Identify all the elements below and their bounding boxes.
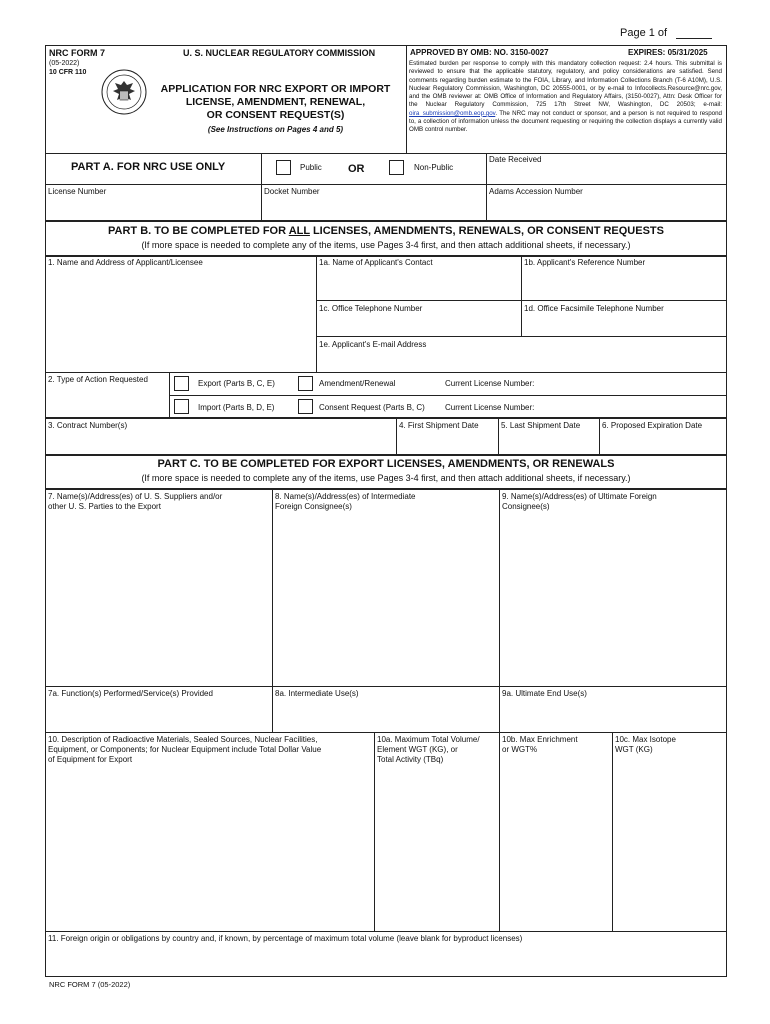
consent-checkbox[interactable] bbox=[298, 399, 313, 414]
adams-accession-field[interactable]: Adams Accession Number bbox=[489, 187, 583, 196]
page-total-field[interactable] bbox=[676, 38, 712, 39]
non-public-label: Non-Public bbox=[414, 163, 454, 172]
part-b-heading: PART B. TO BE COMPLETED FOR ALL LICENSES, AMENDMENTS, RENEWALS, OR CONSENT REQUESTS bbox=[108, 225, 664, 237]
see-instructions: (See Instructions on Pages 4 and 5) bbox=[207, 125, 344, 134]
omb-expires: EXPIRES: 05/31/2025 bbox=[628, 48, 708, 57]
amendment-checkbox[interactable] bbox=[298, 376, 313, 391]
part-c-subheading: (If more space is needed to complete any of the items, use Pages 3-4 first, and then attach additional sheets, if necessary.) bbox=[141, 473, 631, 483]
consent-label: Consent Request (Parts B, C) bbox=[319, 403, 425, 412]
first-shipment-field[interactable]: 4. First Shipment Date bbox=[399, 421, 479, 430]
action-type-label: 2. Type of Action Requested bbox=[48, 375, 148, 384]
us-suppliers-field[interactable]: 7. Name(s)/Address(es) of U. S. Suppliers and/or other U. S. Parties to the Export bbox=[48, 492, 223, 511]
last-shipment-field[interactable]: 5. Last Shipment Date bbox=[501, 421, 581, 430]
omb-approved: APPROVED BY OMB: NO. 3150-0027 bbox=[410, 48, 549, 57]
public-label: Public bbox=[300, 163, 322, 172]
functions-performed-field[interactable]: 7a. Function(s) Performed/Service(s) Provided bbox=[48, 689, 213, 698]
non-public-checkbox[interactable] bbox=[389, 160, 404, 175]
office-telephone-field[interactable]: 1c. Office Telephone Number bbox=[319, 304, 423, 313]
date-received-field[interactable]: Date Received bbox=[489, 155, 542, 164]
form-date: (05-2022) bbox=[49, 60, 80, 67]
omb-email-link[interactable]: oira_submission@omb.eop.gov bbox=[409, 109, 496, 117]
license-number-field[interactable]: License Number bbox=[48, 187, 107, 196]
public-checkbox[interactable] bbox=[276, 160, 291, 175]
max-isotope-field[interactable]: 10c. Max Isotope WGT (KG) bbox=[615, 735, 676, 754]
export-checkbox[interactable] bbox=[174, 376, 189, 391]
foreign-origin-field[interactable]: 11. Foreign origin or obligations by country and, if known, by percentage of maximum total volume (leave blank for byproduct licenses) bbox=[48, 934, 523, 943]
import-label: Import (Parts B, D, E) bbox=[198, 403, 275, 412]
form-title: APPLICATION FOR NRC EXPORT OR IMPORT LICENSE, AMENDMENT, RENEWAL, OR CONSENT REQUEST(S) bbox=[160, 83, 391, 121]
intermediate-consignee-field[interactable]: 8. Name(s)/Address(es) of Intermediate Foreign Consignee(s) bbox=[275, 492, 416, 511]
form-name: NRC FORM 7 bbox=[49, 48, 105, 58]
export-label: Export (Parts B, C, E) bbox=[198, 379, 275, 388]
amendment-label: Amendment/Renewal bbox=[319, 379, 396, 388]
ultimate-end-use-field[interactable]: 9a. Ultimate End Use(s) bbox=[502, 689, 587, 698]
burden-statement: Estimated burden per response to comply with this mandatory collection request: 2.4 hours. This submittal is reviewed to ensure that the applicable statutory, regulatory, and policy considerations are satisfied. Send comments regarding burden estimate to the FOIA, Library, and Information Collections Branch (T-6 A10M), U.S. Nuclear Regulatory Commission, Washington, DC 20555-0001, or by e-mail to Infocollects.Resource@nrc.gov, and the OMB reviewer at: OMB Office of Information and Regulatory Affairs, (3150-0027), Attn: Desk Officer for the Nuclear Regulatory Commission, 725 17th Street NW, Washington, DC 20503; e-mail: oira_submission@omb.eop.gov. The NRC may not conduct or sponsor, and a person is not required to respond to, a collection of information unless the document requesting or requiring the collection displays a currently valid OMB control number. bbox=[409, 60, 722, 134]
part-b-subheading: (If more space is needed to complete any of the items, use Pages 3-4 first, and then attach additional sheets, if necessary.) bbox=[141, 240, 631, 250]
nrc-seal-icon bbox=[101, 69, 147, 115]
reference-number-field[interactable]: 1b. Applicant's Reference Number bbox=[524, 258, 646, 267]
facsimile-field[interactable]: 1d. Office Facsimile Telephone Number bbox=[524, 304, 664, 313]
part-a-heading: PART A. FOR NRC USE ONLY bbox=[71, 161, 226, 173]
expiration-date-field[interactable]: 6. Proposed Expiration Date bbox=[602, 421, 703, 430]
cfr-ref: 10 CFR 110 bbox=[49, 69, 87, 76]
applicant-name-address-field[interactable]: 1. Name and Address of Applicant/Licensee bbox=[48, 258, 203, 267]
ultimate-consignee-field[interactable]: 9. Name(s)/Address(es) of Ultimate Foreign Consignee(s) bbox=[502, 492, 657, 511]
max-enrichment-field[interactable]: 10b. Max Enrichment or WGT% bbox=[502, 735, 578, 754]
contract-number-field[interactable]: 3. Contract Number(s) bbox=[48, 421, 128, 430]
applicant-contact-field[interactable]: 1a. Name of Applicant's Contact bbox=[319, 258, 433, 267]
material-description-field[interactable]: 10. Description of Radioactive Materials, Sealed Sources, Nuclear Facilities, Equipment, or Components; for Nuclear Equipment include Total Dollar Value of Equipment for Export bbox=[48, 735, 322, 764]
email-address-field[interactable]: 1e. Applicant's E-mail Address bbox=[319, 340, 427, 349]
current-license-label[interactable]: Current License Number: bbox=[445, 379, 535, 388]
agency-name: U. S. NUCLEAR REGULATORY COMMISSION bbox=[183, 48, 376, 58]
or-label: OR bbox=[348, 163, 365, 175]
docket-number-field[interactable]: Docket Number bbox=[264, 187, 320, 196]
max-total-volume-field[interactable]: 10a. Maximum Total Volume/ Element WGT (KG), or Total Activity (TBq) bbox=[377, 735, 480, 764]
intermediate-use-field[interactable]: 8a. Intermediate Use(s) bbox=[275, 689, 359, 698]
import-checkbox[interactable] bbox=[174, 399, 189, 414]
page-number-label: Page 1 of bbox=[620, 27, 668, 39]
part-c-heading: PART C. TO BE COMPLETED FOR EXPORT LICENSES, AMENDMENTS, OR RENEWALS bbox=[157, 458, 615, 470]
current-license-label-2[interactable]: Current License Number: bbox=[445, 403, 535, 412]
footer-form-id: NRC FORM 7 (05-2022) bbox=[49, 980, 131, 989]
